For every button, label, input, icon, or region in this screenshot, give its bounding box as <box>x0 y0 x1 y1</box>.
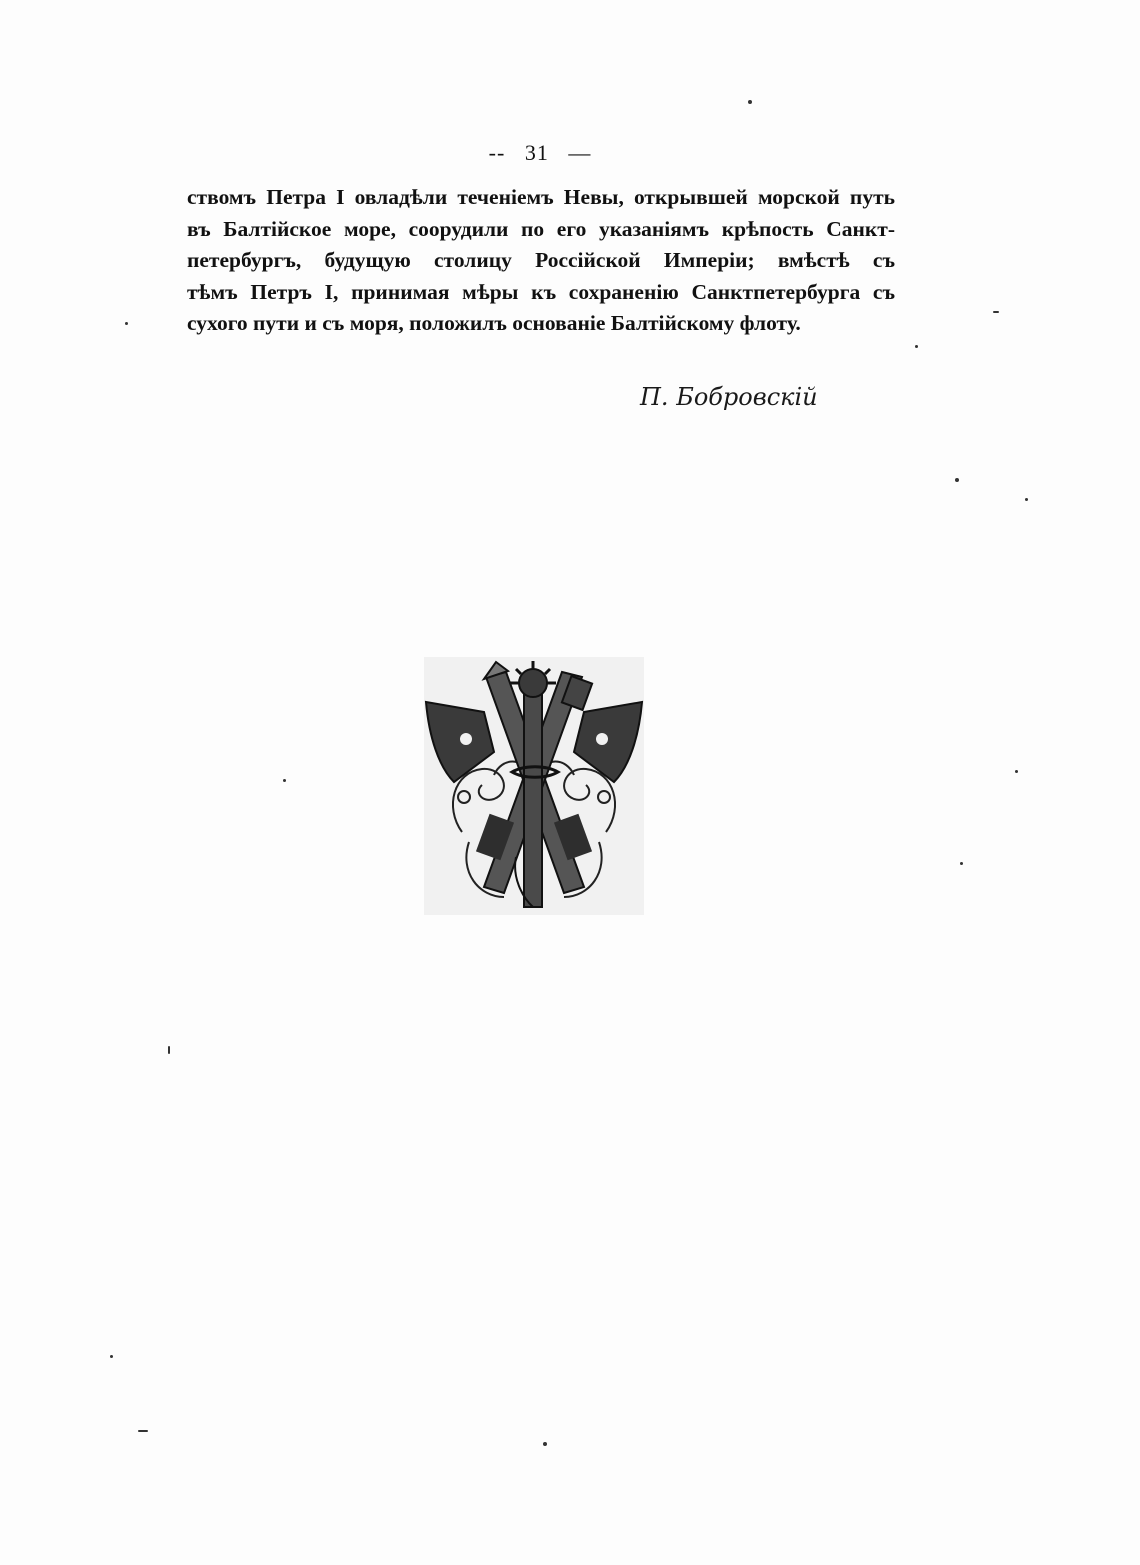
print-speck <box>1015 770 1018 773</box>
print-speck <box>168 1046 170 1054</box>
print-speck <box>915 345 918 348</box>
text-line: сухого пути и съ моря, положилъ основаніе Балтійскому флоту. <box>187 311 801 335</box>
body-paragraph <box>187 182 895 340</box>
print-speck <box>110 1355 113 1358</box>
page-number <box>0 140 1080 166</box>
print-speck <box>748 100 752 104</box>
print-speck <box>543 1442 547 1446</box>
print-speck <box>1025 498 1028 501</box>
text-line: ствомъ Петра I овладѣли теченіемъ Невы, открывшей морской путь <box>187 185 895 209</box>
text-line: тѣмъ Петръ I, принимая мѣры къ сохраненію Санктпетербурга съ <box>187 279 895 304</box>
print-speck <box>283 779 286 782</box>
print-speck <box>125 322 128 325</box>
print-speck <box>993 311 999 313</box>
print-speck <box>955 478 959 482</box>
crossed-axes-emblem-icon <box>424 657 644 915</box>
page-number-dash-right: — <box>568 140 592 165</box>
page-number-value: 31 <box>524 140 549 165</box>
author-signature: П. Бобровскій <box>640 383 818 411</box>
text-line: петербургъ, будущую столицу Россійской Имперіи; вмѣстѣ съ <box>187 248 895 272</box>
page-number-dash-left: -- <box>488 140 506 165</box>
text-line: въ Балтійское море, соорудили по его указаніямъ крѣпость Санкт- <box>187 216 895 241</box>
print-speck <box>960 862 963 865</box>
print-speck <box>138 1430 148 1432</box>
